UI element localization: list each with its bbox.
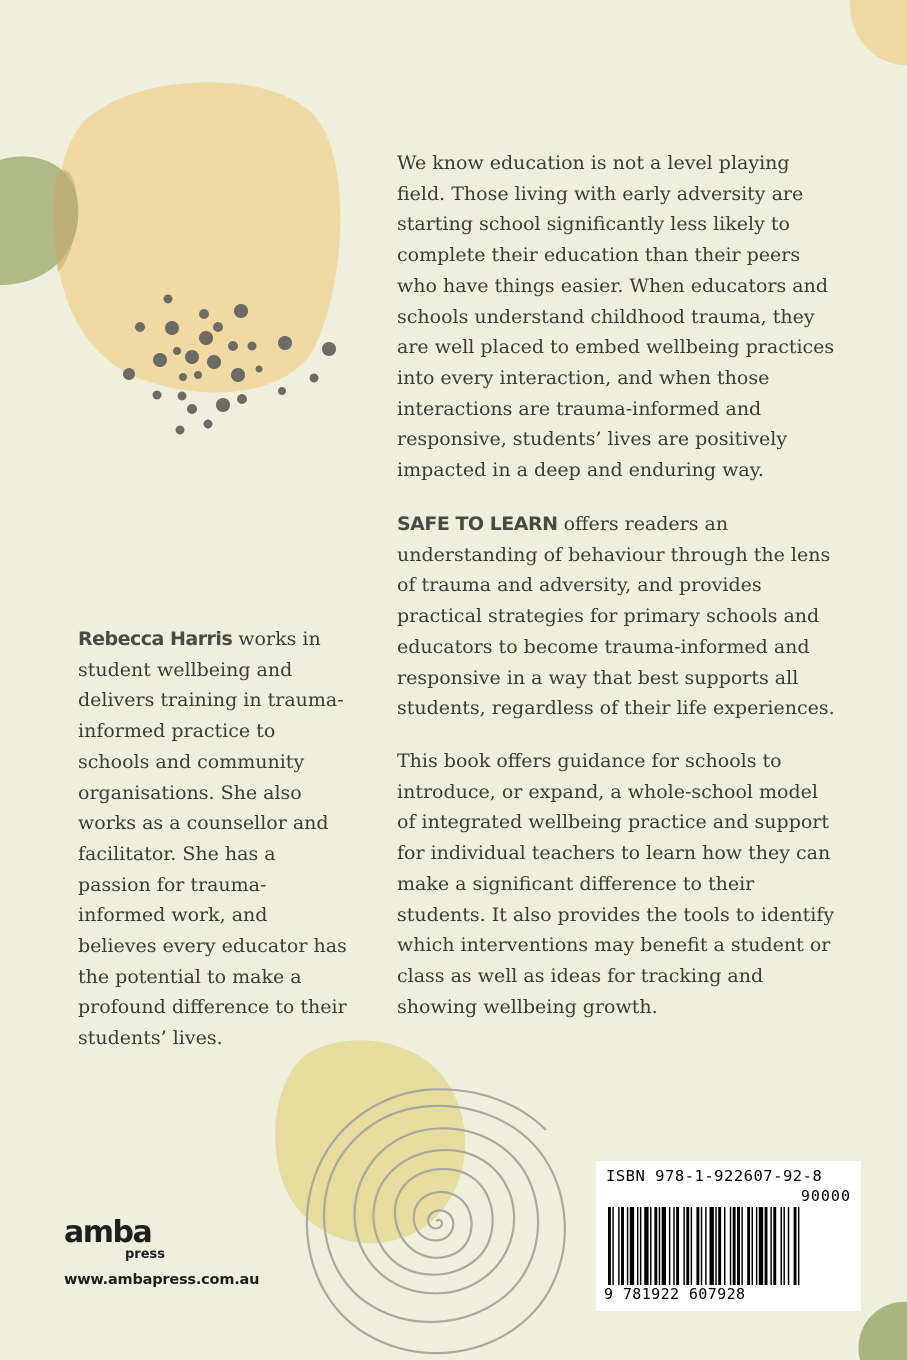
barcode-bar xyxy=(662,1207,666,1285)
barcode-bar xyxy=(756,1207,757,1285)
ean-digits: 9 781922 607928 xyxy=(604,1285,746,1303)
barcode-bar xyxy=(765,1207,768,1285)
barcode-bar xyxy=(788,1207,789,1285)
yellow-blob xyxy=(275,1040,465,1243)
barcode-bar xyxy=(618,1207,619,1285)
barcode-bar xyxy=(752,1207,753,1285)
barcode-bar xyxy=(759,1207,763,1285)
barcode-bar xyxy=(783,1207,784,1285)
barcode-bar xyxy=(676,1207,679,1285)
barcode-bar xyxy=(747,1207,750,1285)
logo-sub-text: press xyxy=(125,1247,166,1262)
barcode-bar xyxy=(686,1207,689,1285)
barcode-bar xyxy=(770,1207,771,1285)
barcode-bar xyxy=(730,1207,731,1285)
barcode-bar xyxy=(644,1207,648,1285)
barcode-bar xyxy=(696,1207,699,1285)
corner-blob-top-right xyxy=(850,0,907,65)
logo-main-text: amba xyxy=(64,1215,152,1250)
author-name: Rebecca Harris xyxy=(78,628,233,650)
author-bio-text: works in student wellbeing and delivers training in trauma-informed practice to schools and community organisations. She also works as a counsellor and facilitator. She has a passion for trauma-informed work, and believes every educator has the potential to make a profound difference to their students’ lives. xyxy=(78,628,347,1050)
barcode-bar xyxy=(608,1207,611,1285)
barcode-bar xyxy=(710,1207,714,1285)
barcode-bar xyxy=(701,1207,702,1285)
barcode-bar xyxy=(705,1207,706,1285)
orange-blob xyxy=(55,82,340,392)
barcode-bar xyxy=(773,1207,776,1285)
barcode-bar xyxy=(718,1207,721,1285)
barcode-bar xyxy=(683,1207,684,1285)
description-paragraph-2-text: offers readers an understanding of behaviour through the lens of trauma and adversity, and provides practical strategies for primary schools and educators to become trauma-informed and responsive in a way that best supports all students, regardless of their life experiences. xyxy=(397,513,835,720)
barcode-bar xyxy=(637,1207,638,1285)
publisher-url[interactable]: www.ambapress.com.au xyxy=(64,1272,260,1288)
barcode-bar xyxy=(669,1207,670,1285)
author-bio xyxy=(78,624,350,1054)
isbn-label: ISBN 978-1-922607-92-8 xyxy=(606,1167,823,1185)
barcode-bar xyxy=(673,1207,674,1285)
description-paragraph-2 xyxy=(397,509,837,724)
barcode-bar xyxy=(691,1207,692,1285)
barcode-bar xyxy=(630,1207,634,1285)
barcode-bars xyxy=(608,1207,851,1285)
barcode-bar xyxy=(733,1207,736,1285)
barcode-bar xyxy=(741,1207,742,1285)
barcode-bar xyxy=(640,1207,641,1285)
description-paragraph-1: We know education is not a level playing field. Those living with early adversity are starting school significantly less likely to complete their education than their peers who have things easier. When educators and schools understand childhood trauma, they are well placed to embed wellbeing practices into every interaction, and when those interactions are trauma-informed and responsive, students’ lives are positively impacted in a deep and enduring way. xyxy=(397,152,835,482)
barcode-bar xyxy=(650,1207,651,1285)
barcode-bar xyxy=(724,1207,725,1285)
barcode-bar xyxy=(781,1207,782,1285)
publisher-logo xyxy=(64,1214,174,1264)
description-paragraph-3: This book offers guidance for schools to introduce, or expand, a whole-school model of integrated wellbeing practice and support for individual teachers to learn how they can make a significant difference to their students. It also provides the tools to identify which interventions may benefit a student or class as well as ideas for tracking and showing wellbeing growth. xyxy=(397,750,835,1018)
barcode-bar xyxy=(654,1207,657,1285)
barcode-bar xyxy=(715,1207,716,1285)
book-title-lead: SAFE TO LEARN xyxy=(397,513,558,535)
barcode-bar xyxy=(621,1207,624,1285)
isbn-barcode xyxy=(596,1161,861,1311)
barcode-bar xyxy=(659,1207,660,1285)
barcode-bar xyxy=(627,1207,628,1285)
barcode-bar xyxy=(612,1207,613,1285)
price-code: 90000 xyxy=(800,1187,851,1205)
barcode-bar xyxy=(798,1207,799,1285)
corner-blob-bottom-right xyxy=(858,1302,907,1360)
barcode-bar xyxy=(794,1207,797,1285)
barcode-bar xyxy=(737,1207,740,1285)
